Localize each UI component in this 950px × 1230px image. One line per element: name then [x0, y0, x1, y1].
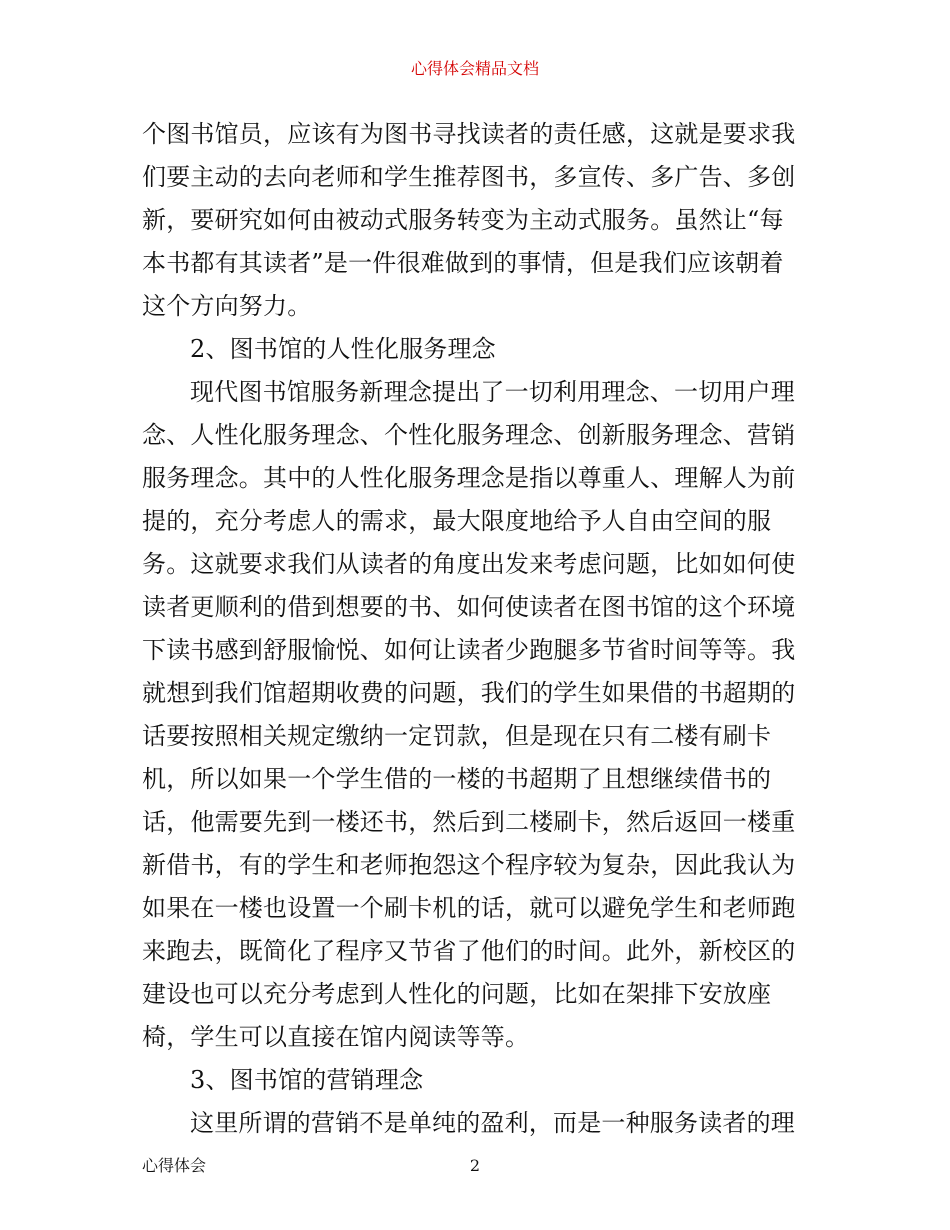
text-line: 个图书馆员，应该有为图书寻找读者的责任感，这就是要求我: [142, 120, 796, 148]
text-line: 读者更顺利的借到想要的书、如何使读者在图书馆的这个环境: [142, 593, 796, 621]
text-line: 就想到我们馆超期收费的问题，我们的学生如果借的书超期的: [142, 679, 796, 707]
text-line: 这个方向努力。: [142, 292, 312, 320]
text-line: 如果在一楼也设置一个刷卡机的话，就可以避免学生和老师跑: [142, 894, 796, 922]
text-line: 本书都有其读者”是一件很难做到的事情，但是我们应该朝着: [142, 249, 784, 277]
text-line: 新，要研究如何由被动式服务转变为主动式服务。虽然让“每: [142, 206, 784, 234]
text-line: 们要主动的去向老师和学生推荐图书，多宣传、多广告、多创: [142, 163, 796, 191]
text-line: 3、图书馆的营销理念: [190, 1066, 424, 1094]
document-header-title: 心得体会精品文档: [410, 59, 539, 78]
text-line: 机，所以如果一个学生借的一楼的书超期了且想继续借书的: [142, 765, 772, 793]
text-line: 务。这就要求我们从读者的角度出发来考虑问题，比如如何使: [142, 550, 796, 578]
text-line: 现代图书馆服务新理念提出了一切利用理念、一切用户理: [190, 378, 795, 406]
page-number: 2: [469, 1156, 481, 1175]
text-line: 下读书感到舒服愉悦、如何让读者少跑腿多节省时间等等。我: [142, 636, 796, 664]
text-line: 建设也可以充分考虑到人性化的问题，比如在架排下安放座: [142, 980, 772, 1008]
footer-label: 心得体会: [142, 1156, 207, 1175]
text-line: 2、图书馆的人性化服务理念: [190, 335, 496, 363]
document-body: [142, 113, 814, 1145]
text-line: 服务理念。其中的人性化服务理念是指以尊重人、理解人为前: [142, 464, 796, 492]
text-line: 念、人性化服务理念、个性化服务理念、创新服务理念、营销: [142, 421, 796, 449]
text-line: 话，他需要先到一楼还书，然后到二楼刷卡，然后返回一楼重: [142, 808, 796, 836]
text-line: 话要按照相关规定缴纳一定罚款，但是现在只有二楼有刷卡: [142, 722, 772, 750]
text-line: 椅，学生可以直接在馆内阅读等等。: [142, 1023, 530, 1051]
text-line: 来跑去，既简化了程序又节省了他们的时间。此外，新校区的: [142, 937, 796, 965]
text-line: 新借书，有的学生和老师抱怨这个程序较为复杂，因此我认为: [142, 851, 796, 879]
text-line: 这里所谓的营销不是单纯的盈利，而是一种服务读者的理: [190, 1109, 795, 1137]
text-line: 提的，充分考虑人的需求，最大限度地给予人自由空间的服: [142, 507, 772, 535]
